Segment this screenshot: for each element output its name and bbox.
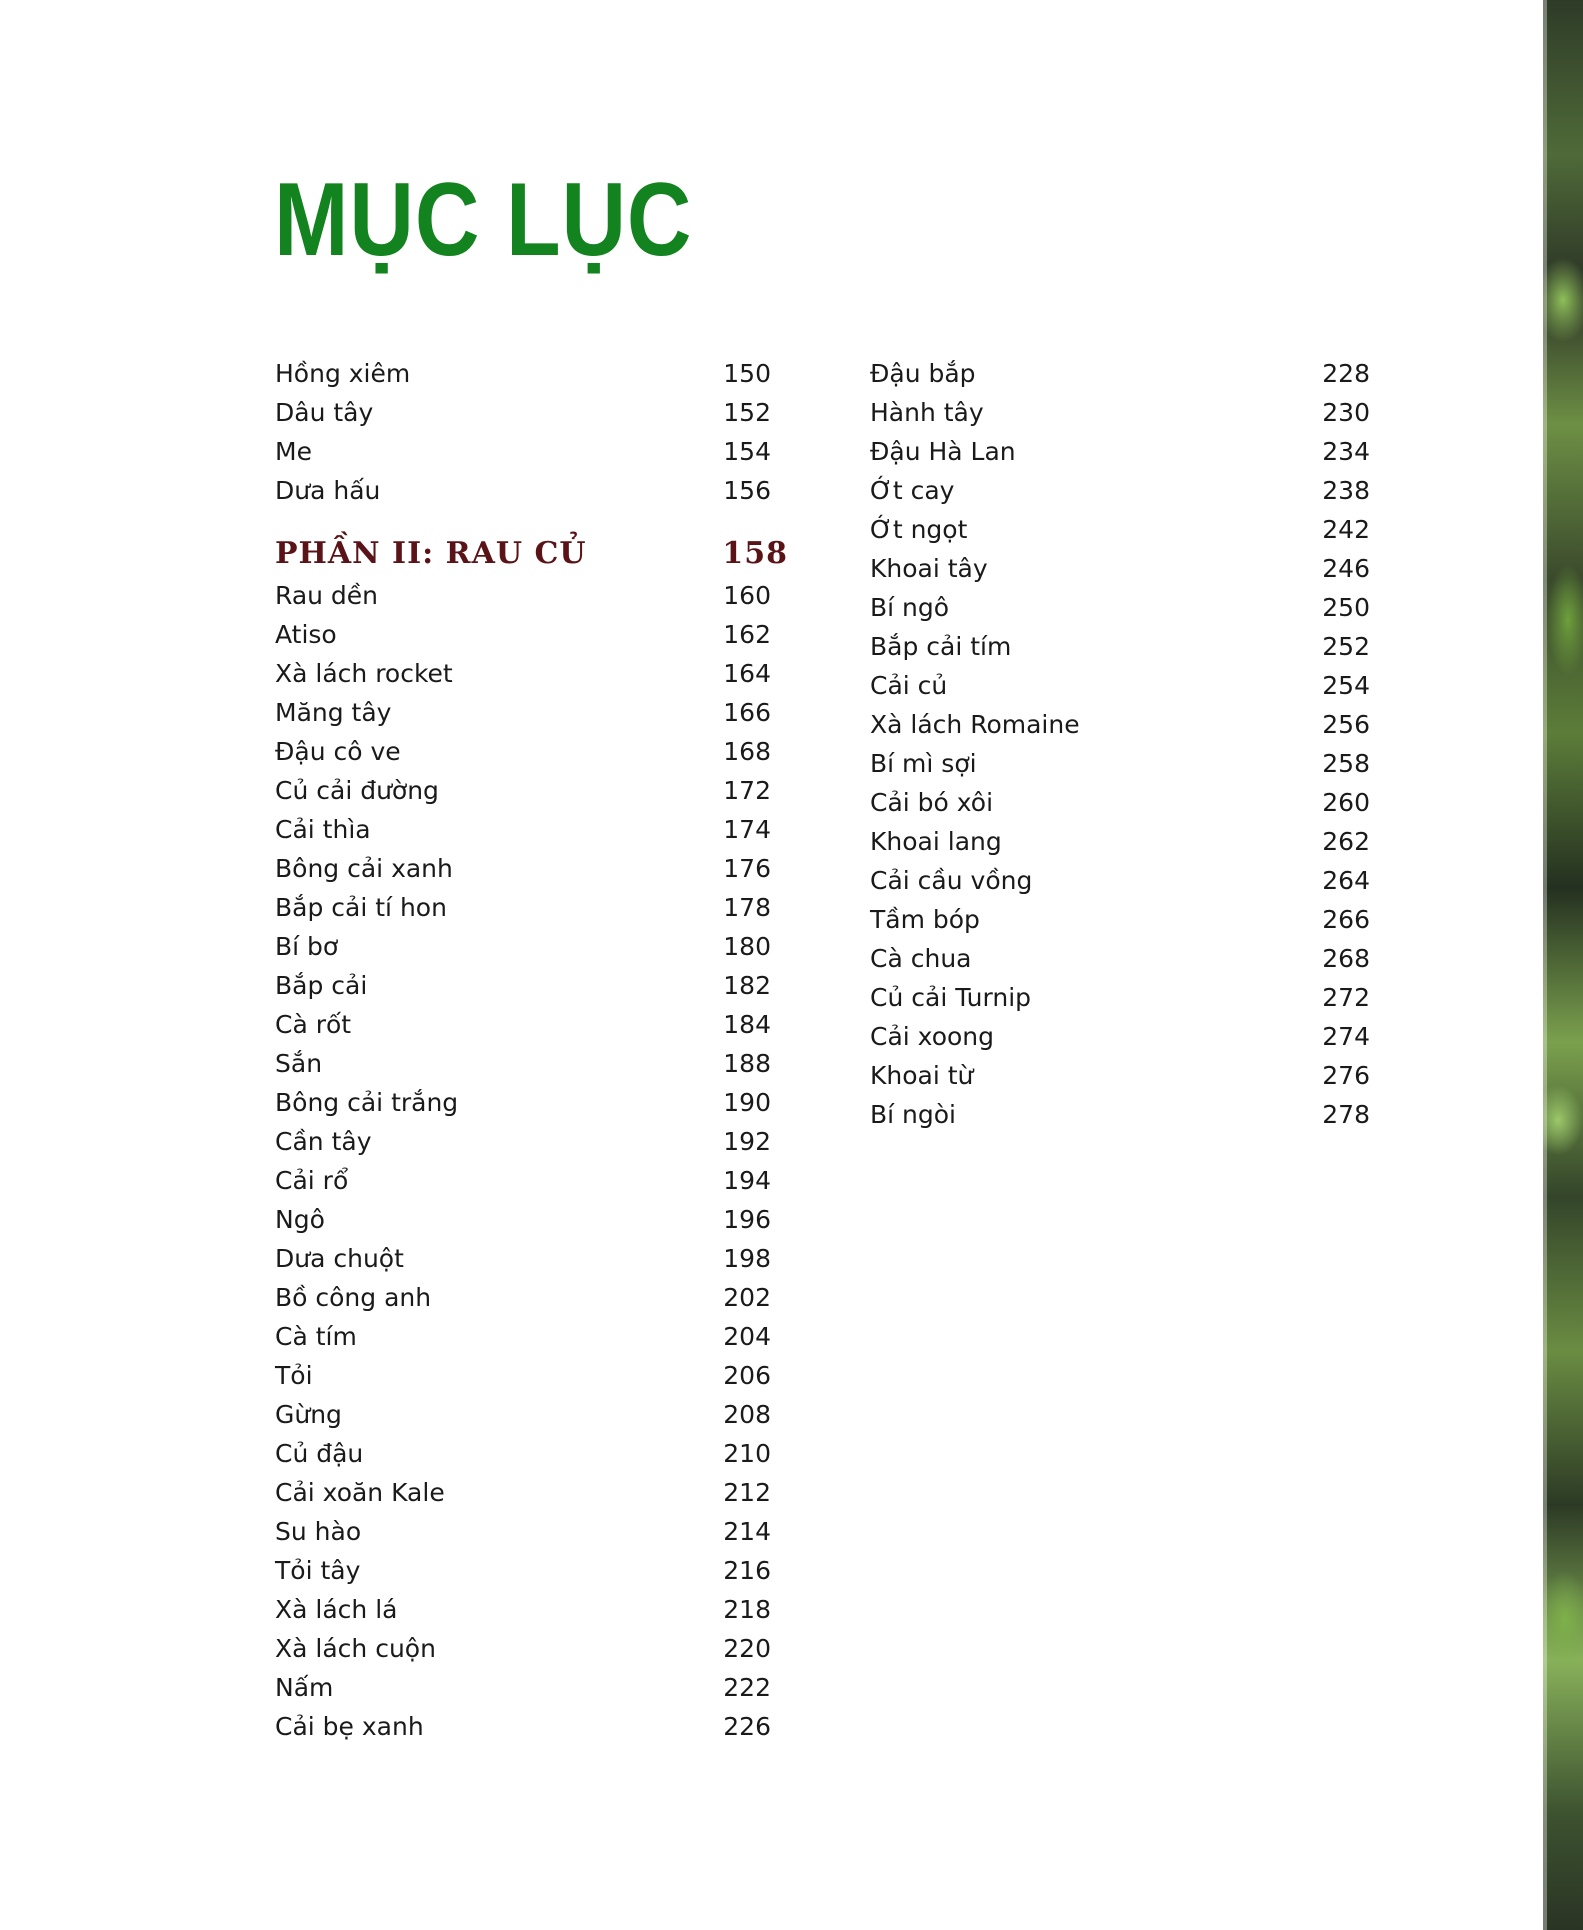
- toc-entry-label: Rau dền: [275, 581, 379, 610]
- toc-entry: [275, 654, 771, 693]
- toc-entry-label: Cải xoong: [870, 1022, 994, 1051]
- toc-right-column: [870, 354, 1370, 1134]
- toc-entry-label: Khoai tây: [870, 554, 988, 583]
- toc-entry: [870, 510, 1370, 549]
- toc-entry-label: Bí ngòi: [870, 1100, 956, 1129]
- toc-entry-page-number: 268: [1322, 944, 1370, 973]
- toc-entry-page-number: 164: [723, 659, 771, 688]
- toc-entry-label: Bắp cải: [275, 971, 368, 1000]
- toc-entry: [870, 939, 1370, 978]
- toc-entry: [275, 576, 771, 615]
- toc-entry-page-number: 272: [1322, 983, 1370, 1012]
- section-heading-label: PHẦN II: RAU CỦ: [275, 536, 587, 571]
- toc-entry-label: Bông cải trắng: [275, 1088, 459, 1117]
- toc-entry: [870, 354, 1370, 393]
- toc-entry-label: Cải thìa: [275, 815, 371, 844]
- toc-entry-page-number: 226: [723, 1712, 771, 1741]
- toc-entry: [275, 354, 771, 393]
- toc-entry: [870, 978, 1370, 1017]
- toc-entry-page-number: 194: [723, 1166, 771, 1195]
- toc-entry: [275, 693, 771, 732]
- toc-entry: [275, 1317, 771, 1356]
- toc-entry-label: Cải rổ: [275, 1166, 349, 1195]
- toc-entry-label: Xà lách Romaine: [870, 710, 1080, 739]
- toc-entry-label: Xà lách rocket: [275, 659, 453, 688]
- section-heading-page: 158: [722, 536, 788, 571]
- toc-entry: [275, 1551, 771, 1590]
- toc-entry-label: Xà lách cuộn: [275, 1634, 436, 1663]
- toc-entry-page-number: 260: [1322, 788, 1370, 817]
- toc-entry-page-number: 156: [723, 476, 771, 505]
- toc-entry-page-number: 242: [1322, 515, 1370, 544]
- toc-entry: [870, 588, 1370, 627]
- toc-entry-page-number: 190: [723, 1088, 771, 1117]
- toc-left-column: [275, 354, 788, 1746]
- toc-entry-page-number: 204: [723, 1322, 771, 1351]
- toc-entry-page-number: 178: [723, 893, 771, 922]
- toc-entry-label: Me: [275, 437, 312, 466]
- toc-entry: [870, 432, 1370, 471]
- toc-entry-label: Nấm: [275, 1673, 334, 1702]
- toc-entry: [870, 1095, 1370, 1134]
- toc-group-top: [275, 354, 771, 510]
- toc-entry: [275, 1122, 771, 1161]
- toc-entry: [870, 627, 1370, 666]
- toc-entry-page-number: 162: [723, 620, 771, 649]
- toc-entry-label: Tầm bóp: [870, 905, 980, 934]
- toc-entry-label: Cà tím: [275, 1322, 357, 1351]
- photo-edge-divider: [1543, 0, 1547, 1930]
- toc-entry-label: Khoai từ: [870, 1061, 974, 1090]
- toc-entry-page-number: 216: [723, 1556, 771, 1585]
- toc-entry-label: Ngô: [275, 1205, 325, 1234]
- toc-entry-label: Bí mì sợi: [870, 749, 977, 778]
- toc-entry: [275, 1590, 771, 1629]
- toc-entry-page-number: 258: [1322, 749, 1370, 778]
- toc-entry: [275, 1473, 771, 1512]
- toc-entry: [870, 666, 1370, 705]
- toc-entry: [870, 471, 1370, 510]
- toc-entry-page-number: 184: [723, 1010, 771, 1039]
- toc-entry-label: Bông cải xanh: [275, 854, 453, 883]
- toc-entry-page-number: 230: [1322, 398, 1370, 427]
- toc-entry-label: Hành tây: [870, 398, 984, 427]
- toc-entry-label: Cải xoăn Kale: [275, 1478, 445, 1507]
- toc-entry: [275, 966, 771, 1005]
- toc-entry-page-number: 266: [1322, 905, 1370, 934]
- vegetable-photo-strip: [1543, 0, 1583, 1930]
- toc-entry-label: Cải cầu vồng: [870, 866, 1033, 895]
- toc-entry: [870, 744, 1370, 783]
- toc-entry: [275, 1044, 771, 1083]
- toc-entry-page-number: 262: [1322, 827, 1370, 856]
- toc-entry-label: Cải bó xôi: [870, 788, 994, 817]
- toc-entry: [275, 1200, 771, 1239]
- toc-entry-page-number: 166: [723, 698, 771, 727]
- toc-entry: [275, 1707, 771, 1746]
- toc-entry: [275, 1512, 771, 1551]
- toc-entry-label: Cà rốt: [275, 1010, 352, 1039]
- toc-entry-label: Bắp cải tím: [870, 632, 1012, 661]
- toc-entry-label: Sắn: [275, 1049, 323, 1078]
- toc-entry: [275, 732, 771, 771]
- toc-entry-page-number: 174: [723, 815, 771, 844]
- toc-entry-label: Atiso: [275, 620, 337, 649]
- toc-entry-page-number: 264: [1322, 866, 1370, 895]
- page-title: MỤC LỤC: [274, 162, 693, 278]
- toc-entry-label: Khoai lang: [870, 827, 1002, 856]
- toc-entry-label: Ớt cay: [870, 476, 955, 505]
- toc-entry-label: Củ cải đường: [275, 776, 439, 805]
- toc-entry-label: Măng tây: [275, 698, 392, 727]
- toc-entry: [275, 888, 771, 927]
- toc-entry-label: Tỏi tây: [275, 1556, 361, 1585]
- toc-entry: [275, 1161, 771, 1200]
- toc-entry-label: Bí bơ: [275, 932, 339, 961]
- toc-entry: [870, 783, 1370, 822]
- toc-entry-page-number: 160: [723, 581, 771, 610]
- toc-entry-label: Bí ngô: [870, 593, 950, 622]
- toc-entry-label: Đậu Hà Lan: [870, 437, 1016, 466]
- toc-entry-page-number: 228: [1322, 359, 1370, 388]
- toc-entry: [275, 471, 771, 510]
- toc-entry-page-number: 250: [1322, 593, 1370, 622]
- toc-entry-page-number: 220: [723, 1634, 771, 1663]
- toc-entry: [275, 615, 771, 654]
- toc-entry-page-number: 276: [1322, 1061, 1370, 1090]
- toc-entry: [275, 810, 771, 849]
- toc-entry: [275, 1629, 771, 1668]
- toc-entry: [870, 1056, 1370, 1095]
- toc-entry: [275, 927, 771, 966]
- toc-entry-page-number: 246: [1322, 554, 1370, 583]
- toc-entry-label: Dưa hấu: [275, 476, 381, 505]
- toc-entry-label: Củ cải Turnip: [870, 983, 1032, 1012]
- toc-entry-page-number: 182: [723, 971, 771, 1000]
- toc-entry-page-number: 212: [723, 1478, 771, 1507]
- toc-entry-page-number: 234: [1322, 437, 1370, 466]
- toc-entry-label: Củ đậu: [275, 1439, 364, 1468]
- toc-entry-label: Cải củ: [870, 671, 948, 700]
- toc-entry-page-number: 208: [723, 1400, 771, 1429]
- toc-entry-page-number: 278: [1322, 1100, 1370, 1129]
- toc-entry-page-number: 152: [723, 398, 771, 427]
- toc-entry-page-number: 168: [723, 737, 771, 766]
- toc-entry: [275, 1239, 771, 1278]
- toc-entry-page-number: 256: [1322, 710, 1370, 739]
- toc-entry: [275, 771, 771, 810]
- section-heading: [275, 532, 788, 576]
- toc-entry-page-number: 154: [723, 437, 771, 466]
- toc-entry-page-number: 238: [1322, 476, 1370, 505]
- toc-entry-page-number: 222: [723, 1673, 771, 1702]
- toc-entry-page-number: 198: [723, 1244, 771, 1273]
- toc-entry: [870, 393, 1370, 432]
- toc-entry: [870, 549, 1370, 588]
- toc-entry: [275, 1356, 771, 1395]
- toc-entry: [275, 1395, 771, 1434]
- toc-entry-label: Su hào: [275, 1517, 362, 1546]
- toc-entry: [275, 393, 771, 432]
- toc-entry: [275, 1278, 771, 1317]
- toc-entry: [870, 1017, 1370, 1056]
- toc-group-right: [870, 354, 1370, 1134]
- toc-entry-page-number: 188: [723, 1049, 771, 1078]
- toc-entry-label: Hồng xiêm: [275, 359, 411, 388]
- toc-entry-label: Bắp cải tí hon: [275, 893, 447, 922]
- toc-entry: [275, 1668, 771, 1707]
- toc-entry-page-number: 150: [723, 359, 771, 388]
- toc-entry-page-number: 218: [723, 1595, 771, 1624]
- toc-entry-page-number: 254: [1322, 671, 1370, 700]
- toc-entry: [275, 849, 771, 888]
- toc-entry: [870, 900, 1370, 939]
- toc-entry-label: Cần tây: [275, 1127, 372, 1156]
- toc-entry-page-number: 196: [723, 1205, 771, 1234]
- toc-entry: [275, 1005, 771, 1044]
- toc-group-bottom: [275, 576, 771, 1746]
- section-spacer: [275, 510, 771, 532]
- toc-entry-page-number: 180: [723, 932, 771, 961]
- toc-entry-page-number: 206: [723, 1361, 771, 1390]
- toc-entry: [870, 822, 1370, 861]
- toc-entry-label: Ớt ngọt: [870, 515, 968, 544]
- toc-entry-label: Đậu cô ve: [275, 737, 401, 766]
- toc-entry-page-number: 210: [723, 1439, 771, 1468]
- toc-entry: [275, 1083, 771, 1122]
- toc-entry-label: Gừng: [275, 1400, 342, 1429]
- toc-entry-label: Xà lách lá: [275, 1595, 398, 1624]
- toc-entry-label: Bồ công anh: [275, 1283, 432, 1312]
- toc-entry-label: Dâu tây: [275, 398, 374, 427]
- toc-entry-page-number: 252: [1322, 632, 1370, 661]
- toc-entry-label: Cải bẹ xanh: [275, 1712, 424, 1741]
- toc-entry: [870, 705, 1370, 744]
- toc-entry: [275, 432, 771, 471]
- toc-entry: [870, 861, 1370, 900]
- toc-entry-page-number: 202: [723, 1283, 771, 1312]
- toc-entry-label: Tỏi: [275, 1361, 313, 1390]
- toc-entry-label: Đậu bắp: [870, 359, 976, 388]
- toc-entry-page-number: 214: [723, 1517, 771, 1546]
- toc-entry-page-number: 192: [723, 1127, 771, 1156]
- toc-entry-page-number: 176: [723, 854, 771, 883]
- toc-entry-page-number: 274: [1322, 1022, 1370, 1051]
- toc-entry-label: Dưa chuột: [275, 1244, 404, 1273]
- toc-entry-label: Cà chua: [870, 944, 972, 973]
- toc-entry: [275, 1434, 771, 1473]
- toc-entry-page-number: 172: [723, 776, 771, 805]
